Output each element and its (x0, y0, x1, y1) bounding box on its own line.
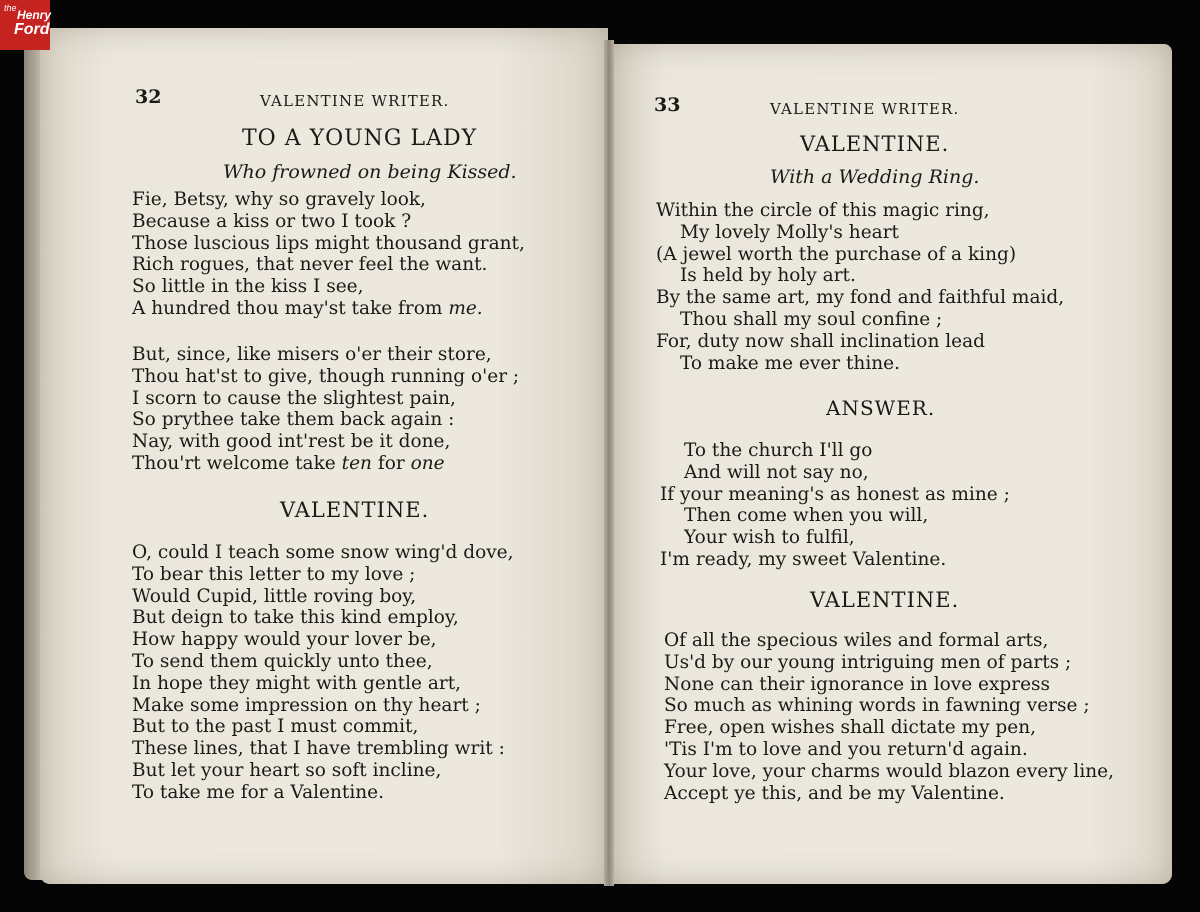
verse-line: Within the circle of this magic ring, (656, 200, 990, 221)
verse-line: If your meaning's as honest as mine ; (660, 483, 1010, 505)
verse-line: To bear this letter to my love ; (132, 563, 416, 585)
verse-line: Us'd by our young intriguing men of parts ; (664, 651, 1072, 673)
page-number: 33 (654, 94, 681, 116)
verse-line: Is held by holy art. (680, 265, 856, 287)
verse-emphasis: me. (448, 297, 483, 319)
verse-line: Nay, with good int'rest be it done, (132, 431, 451, 453)
verse-line: Those luscious lips might thousand grant, (132, 232, 525, 254)
verse-line: Make some impression on thy heart ; (132, 694, 481, 716)
verse-emphasis: ten (341, 452, 372, 474)
verse-line: Of all the specious wiles and formal arts, (664, 630, 1049, 651)
verse-line (132, 453, 519, 475)
verse-line: But deign to take this kind employ, (132, 607, 459, 629)
verse-line: To take me for a Valentine. (132, 781, 384, 803)
verse-text: for (377, 452, 405, 474)
verse-line: Because a kiss or two I took ? (132, 210, 412, 232)
logo-the: the (4, 3, 17, 13)
right-page (610, 44, 1172, 884)
verse-line: So little in the kiss I see, (132, 276, 364, 298)
verse-line: None can their ignorance in love express (664, 673, 1051, 695)
verse-line: By the same art, my fond and faithful maid, (656, 287, 1065, 309)
running-head: VALENTINE WRITER. (260, 92, 450, 110)
verse-line: And will not say no, (684, 461, 869, 483)
verse-line: My lovely Molly's heart (680, 221, 899, 243)
verse-line: But to the past I must commit, (132, 716, 419, 738)
verse-line: Rich rogues, that never feel the want. (132, 254, 488, 276)
verse-text: Thou'rt welcome take (132, 452, 336, 474)
verse-line: But let your heart so soft incline, (132, 759, 442, 781)
verse-line: Would Cupid, little roving boy, (132, 585, 417, 607)
valentine-poem (132, 542, 514, 804)
answer-poem (660, 440, 1010, 571)
verse-line: How happy would your lover be, (132, 629, 437, 651)
verse-line: Then come when you will, (684, 505, 929, 527)
book-gutter (604, 40, 614, 886)
verse-line: Free, open wishes shall dictate my pen, (664, 717, 1037, 739)
verse-line: O, could I teach some snow wing'd dove, (132, 542, 514, 563)
verse-line: So much as whining words in fawning verse ; (664, 695, 1090, 717)
logo-ford: Ford (14, 21, 50, 38)
answer-title: ANSWER. (826, 396, 936, 420)
poem-title: TO A YOUNG LADY (242, 126, 478, 151)
poem-title: VALENTINE. (280, 498, 430, 522)
verse-emphasis: one (410, 452, 445, 474)
verse-line: For, duty now shall inclination lead (656, 330, 985, 352)
poem-title: VALENTINE. (800, 132, 950, 156)
verse-line: To the church I'll go (684, 440, 873, 461)
henry-ford-logo (0, 0, 50, 50)
verse-line: (A jewel worth the purchase of a king) (656, 243, 1017, 265)
verse-line: But, since, like misers o'er their store, (132, 344, 492, 365)
verse-line: Thou shall my soul confine ; (680, 308, 943, 330)
stanza-1 (132, 189, 525, 320)
verse-line: To send them quickly unto thee, (132, 650, 433, 672)
verse-text: A hundred thou may'st take from (132, 297, 443, 319)
verse-line: To make me ever thine. (680, 352, 900, 374)
verse-line: Your love, your charms would blazon every line, (664, 760, 1114, 782)
verse-line: I'm ready, my sweet Valentine. (660, 548, 947, 570)
poem-subtitle: With a Wedding Ring. (770, 166, 980, 188)
verse-line: So prythee take them back again : (132, 409, 455, 431)
logo-henry: Henry (17, 8, 52, 22)
running-head: VALENTINE WRITER. (770, 100, 960, 118)
poem-subtitle: Who frowned on being Kissed. (223, 161, 517, 183)
stanza-2 (132, 344, 519, 475)
wedding-ring-poem (656, 200, 1064, 374)
specious-wiles-poem (664, 630, 1114, 804)
verse-line: These lines, that I have trembling writ : (132, 738, 505, 760)
verse-line: Thou hat'st to give, though running o'er ; (132, 365, 520, 387)
verse-line: Accept ye this, and be my Valentine. (664, 782, 1005, 804)
verse-line: Your wish to fulfil, (684, 527, 855, 549)
left-page (40, 28, 608, 884)
verse-line: I scorn to cause the slightest pain, (132, 387, 456, 409)
verse-line: 'Tis I'm to love and you return'd again. (664, 738, 1028, 760)
verse-line (132, 298, 525, 320)
page-number: 32 (135, 86, 162, 108)
verse-line: In hope they might with gentle art, (132, 672, 462, 694)
verse-line: Fie, Betsy, why so gravely look, (132, 189, 426, 210)
poem-title: VALENTINE. (810, 588, 960, 612)
